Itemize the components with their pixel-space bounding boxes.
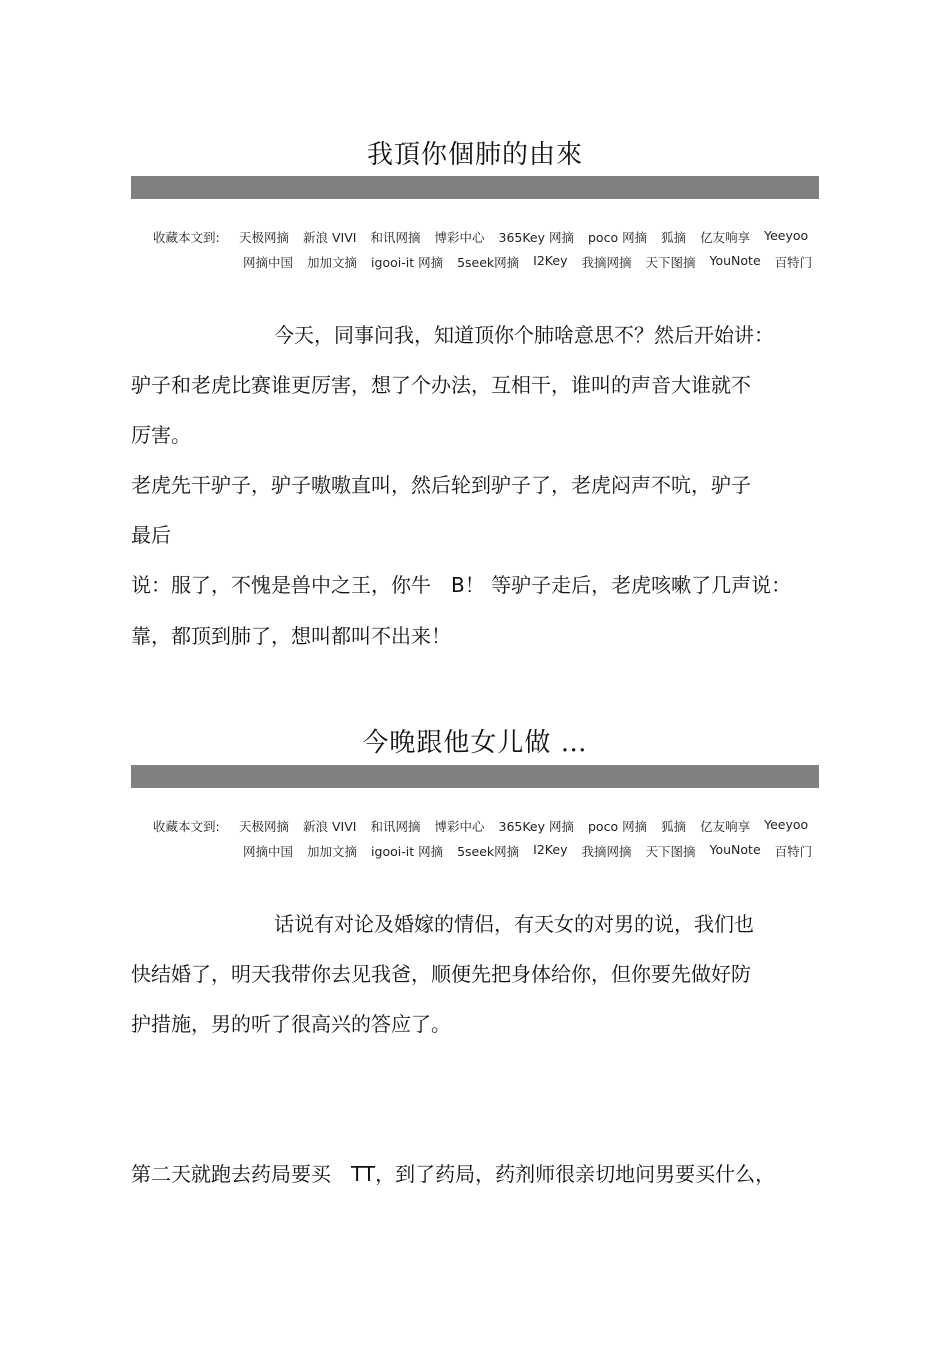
bookmark-link[interactable]: 博彩中心: [434, 819, 485, 834]
bookmark-link[interactable]: igooi-it 网摘: [371, 844, 444, 859]
bookmark-link[interactable]: 网摘中国: [243, 844, 294, 859]
body-line: 驴子和老虎比赛谁更厉害，想了个办法，互相干，谁叫的声音大谁就不: [131, 373, 751, 397]
bookmark-link[interactable]: 5seek网摘: [457, 255, 520, 270]
bookmark-link[interactable]: 我摘网摘: [581, 844, 632, 859]
bookmark-link[interactable]: poco 网摘: [588, 230, 648, 245]
title-divider-bar-2: [131, 765, 819, 788]
bookmark-links-row-1: [239, 228, 808, 246]
bookmark-link[interactable]: 百特门: [774, 844, 813, 859]
bookmark-link[interactable]: 365Key 网摘: [498, 819, 574, 834]
bookmark-label: 收藏本文到:: [153, 230, 220, 245]
bookmark-link[interactable]: YouNote: [709, 253, 761, 268]
bookmark-link[interactable]: 博彩中心: [434, 230, 485, 245]
body-line: 老虎先干驴子，驴子嗷嗷直叫，然后轮到驴子了，老虎闷声不吭，驴子: [131, 473, 751, 497]
bookmark-link[interactable]: 和讯网摘: [370, 230, 421, 245]
bookmark-link[interactable]: I2Key: [533, 842, 568, 857]
bookmark-link[interactable]: Yeeyoo: [764, 817, 809, 832]
bookmark-link[interactable]: Yeeyoo: [764, 228, 809, 243]
bookmark-link[interactable]: 天下图摘: [645, 255, 696, 270]
bookmark-link[interactable]: I2Key: [533, 253, 568, 268]
bookmark-link[interactable]: 和讯网摘: [370, 819, 421, 834]
bookmark-link[interactable]: 天下图摘: [645, 844, 696, 859]
bookmark-link[interactable]: 狐摘: [661, 819, 687, 834]
bookmark-link[interactable]: 新浪 VIVI: [303, 819, 357, 834]
bookmark-link[interactable]: 狐摘: [661, 230, 687, 245]
article-title-2: 今晚跟他女儿做 …: [362, 728, 588, 758]
bookmark-link[interactable]: 加加文摘: [307, 844, 358, 859]
bookmark-link[interactable]: 5seek网摘: [457, 844, 520, 859]
bookmark-link[interactable]: poco 网摘: [588, 819, 648, 834]
bookmark-link[interactable]: 亿友响享: [700, 230, 751, 245]
bookmark-link[interactable]: 亿友响享: [700, 819, 751, 834]
article-title-1: 我頂你個肺的由來: [366, 140, 583, 170]
bookmark-link[interactable]: YouNote: [709, 842, 761, 857]
title-divider-bar-1: [131, 176, 819, 199]
body-line: 最后: [131, 523, 171, 547]
body-line: 第二天就跑去药局要买 TT，到了药局，药剂师很亲切地问男要买什么，: [131, 1162, 776, 1186]
bookmark-link[interactable]: 新浪 VIVI: [303, 230, 357, 245]
bookmark-links-row-2: [243, 253, 812, 271]
bookmark-links-row-2: [243, 842, 812, 860]
bookmark-link[interactable]: 365Key 网摘: [498, 230, 574, 245]
body-line: 说：服了，不愧是兽中之王，你牛 B！ 等驴子走后，老虎咳嗽了几声说：: [131, 573, 792, 597]
bookmark-link[interactable]: 百特门: [774, 255, 813, 270]
body-line: 快结婚了，明天我带你去见我爸，顺便先把身体给你，但你要先做好防: [131, 962, 751, 986]
bookmark-label: 收藏本文到:: [153, 819, 220, 834]
body-line: 护措施，男的听了很高兴的答应了。: [131, 1012, 451, 1036]
body-line: 厉害。: [131, 423, 191, 447]
bookmark-link[interactable]: 网摘中国: [243, 255, 294, 270]
body-line: 话说有对论及婚嫁的情侣，有天女的对男的说，我们也: [274, 912, 754, 936]
bookmark-link[interactable]: 天极网摘: [239, 230, 290, 245]
bookmark-link[interactable]: 加加文摘: [307, 255, 358, 270]
body-line: 靠，都顶到肺了，想叫都叫不出来！: [131, 624, 451, 648]
bookmark-link[interactable]: igooi-it 网摘: [371, 255, 444, 270]
bookmark-links-row-1: [239, 817, 808, 835]
bookmark-link[interactable]: 天极网摘: [239, 819, 290, 834]
bookmark-link[interactable]: 我摘网摘: [581, 255, 632, 270]
body-line: 今天，同事问我，知道顶你个肺啥意思不？然后开始讲：: [274, 323, 774, 347]
